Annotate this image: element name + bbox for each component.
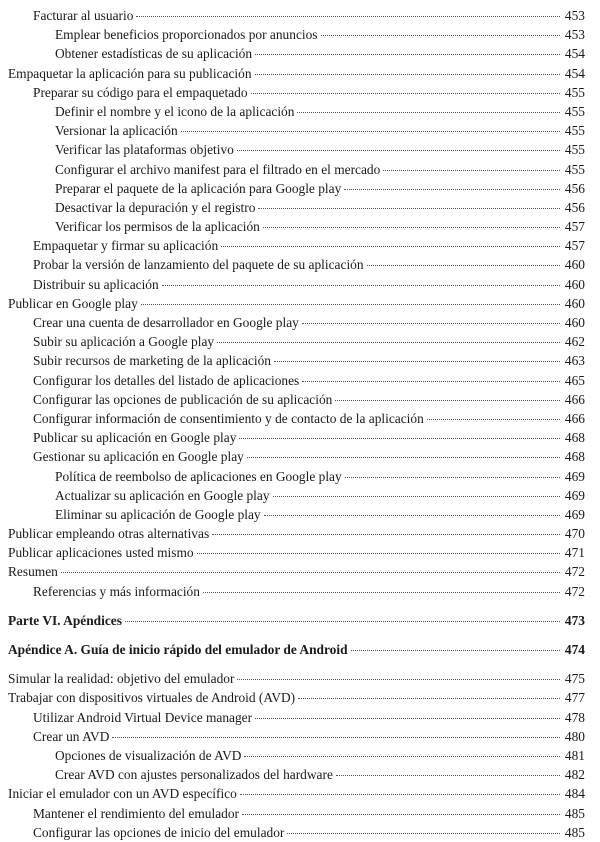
toc-entry (0, 524, 600, 543)
dot-leader (181, 131, 560, 132)
toc-entry (0, 447, 600, 466)
dot-leader (427, 419, 560, 420)
dot-leader (335, 400, 560, 401)
toc-entry-page-number: 457 (564, 219, 585, 235)
dot-leader (287, 833, 560, 834)
toc-entry-title: Preparar su código para el empaquetado (33, 84, 248, 100)
toc-entry-title: Preparar el paquete de la aplicación para Google play (55, 180, 342, 196)
toc-entry-title: Verificar las plataformas objetivo (55, 142, 234, 158)
dot-leader (217, 342, 560, 343)
toc-entry (0, 255, 600, 274)
dot-leader (367, 265, 560, 266)
toc-entry-page-number: 471 (564, 545, 585, 561)
toc-entry-page-number: 485 (564, 824, 585, 840)
toc-entry-title: Subir su aplicación a Google play (33, 334, 215, 350)
dot-leader (240, 794, 560, 795)
dot-leader (255, 54, 560, 55)
toc-entry (0, 217, 600, 236)
dot-leader (383, 170, 560, 171)
toc-entry-title: Publicar su aplicación en Google play (33, 430, 237, 446)
toc-entry-page-number: 455 (564, 161, 585, 177)
toc-entry-page-number: 460 (564, 315, 585, 330)
toc-entry-title: Referencias y más información (33, 583, 200, 599)
toc-entry (0, 409, 600, 428)
toc-entry-page-number: 475 (564, 671, 585, 687)
toc-entry-title: Crear una cuenta de desarrollador en Google play (33, 315, 299, 330)
dot-leader (345, 477, 560, 478)
dot-leader (297, 112, 560, 113)
dot-leader (61, 572, 560, 573)
toc-entry-title: Publicar empleando otras alternativas (8, 526, 210, 542)
toc-entry (0, 669, 600, 688)
toc-entry (0, 371, 600, 390)
toc-entry-title: Opciones de visualización de AVD (55, 747, 242, 763)
dot-leader (197, 553, 560, 554)
toc-entry-title: Distribuir su aplicación (33, 276, 159, 292)
toc-entry-page-number: 460 (564, 276, 585, 292)
toc-entry-page-number: 455 (564, 142, 585, 158)
toc-entry (0, 765, 600, 784)
toc-entry-title: Gestionar su aplicación en Google play (33, 449, 244, 465)
toc-entry-title: Mantener el rendimiento del emulador (33, 805, 239, 821)
toc-entry-page-number: 485 (564, 805, 585, 821)
toc-entry-title: Crear AVD con ajustes personalizados del hardware (55, 767, 333, 783)
dot-leader (141, 304, 560, 305)
toc-entry-title: Apéndice A. Guía de inicio rápido del emulador de Android (8, 642, 348, 657)
toc-entry (0, 64, 600, 83)
toc-entry-page-number: 457 (564, 238, 585, 254)
toc-entry-title: Configurar las opciones de publicación de su aplicación (33, 391, 333, 407)
toc-entry-page-number: 472 (564, 564, 585, 580)
toc-entry-title: Empaquetar la aplicación para su publicación (8, 65, 252, 81)
toc-entry (0, 640, 600, 659)
toc-entry-page-number: 455 (564, 123, 585, 139)
dot-leader (212, 534, 560, 535)
toc-entry (0, 390, 600, 409)
toc-entry-title: Parte VI. Apéndices (8, 612, 122, 628)
toc-entry (0, 83, 600, 102)
toc-entry-title: Desactivar la depuración y el registro (55, 199, 256, 215)
toc-entry-page-number: 472 (564, 583, 585, 599)
dot-leader (302, 323, 560, 324)
toc-entry (0, 428, 600, 447)
toc-entry-title: Simular la realidad: objetivo del emulador (8, 671, 235, 687)
toc-entry-page-number: 478 (564, 709, 585, 725)
dot-leader (321, 35, 560, 36)
toc-entry (0, 486, 600, 505)
toc-entry-title: Trabajar con dispositivos virtuales de Android (AVD) (8, 690, 296, 706)
toc-entry (0, 784, 600, 803)
toc-entry-title: Empaquetar y firmar su aplicación (33, 238, 219, 254)
dot-leader (255, 74, 560, 75)
toc-entry-page-number: 453 (564, 8, 585, 23)
toc-entry-page-number: 455 (564, 103, 585, 119)
toc-entry-title: Iniciar el emulador con un AVD específico (8, 786, 237, 802)
dot-leader (244, 756, 560, 757)
dot-leader (242, 814, 560, 815)
toc-entry-page-number: 453 (564, 27, 585, 43)
toc-entry-title: Facturar al usuario (33, 8, 134, 23)
toc-entry-page-number: 460 (564, 257, 585, 273)
dot-leader (336, 775, 560, 776)
toc-entry-title: Configurar información de consentimiento y de contacto de la aplicación (33, 410, 424, 426)
dot-leader (264, 515, 560, 516)
toc-entry (0, 746, 600, 765)
toc-entry-title: Probar la versión de lanzamiento del paquete de su aplicación (33, 257, 364, 273)
dot-leader (247, 457, 560, 458)
toc-entry (0, 688, 600, 707)
dot-leader (162, 285, 560, 286)
toc-entry-title: Crear un AVD (33, 728, 110, 744)
toc-entry (0, 6, 600, 25)
toc-entry (0, 727, 600, 746)
toc-entry-page-number: 455 (564, 84, 585, 100)
toc-entry-page-number: 463 (564, 353, 585, 369)
toc-entry-title: Publicar en Google play (8, 295, 138, 311)
dot-leader (255, 718, 560, 719)
toc-entry-page-number: 482 (564, 767, 585, 783)
dot-leader (221, 246, 560, 247)
toc-entry-title: Configurar las opciones de inicio del emulador (33, 824, 285, 840)
toc-entry (0, 44, 600, 63)
toc-entry-title: Resumen (8, 564, 58, 580)
toc-entry (0, 543, 600, 562)
toc-entry (0, 582, 600, 601)
toc-entry-page-number: 466 (564, 391, 585, 407)
toc-entry-page-number: 456 (564, 199, 585, 215)
toc-entry-page-number: 484 (564, 786, 585, 802)
toc-entry (0, 275, 600, 294)
toc-entry-page-number: 470 (564, 526, 585, 542)
toc-entry-title: Eliminar su aplicación de Google play (55, 506, 261, 522)
toc-entry-page-number: 460 (564, 295, 585, 311)
dot-leader (112, 737, 560, 738)
dot-leader (298, 698, 560, 699)
dot-leader (258, 208, 560, 209)
toc-entry-page-number: 473 (564, 612, 585, 628)
dot-leader (302, 381, 560, 382)
toc-entry-page-number: 474 (564, 642, 585, 657)
toc-entry-title: Utilizar Android Virtual Device manager (33, 709, 253, 725)
dot-leader (136, 16, 560, 17)
dot-leader (274, 361, 560, 362)
toc-entry (0, 236, 600, 255)
toc-entry (0, 823, 600, 842)
toc-entry (0, 505, 600, 524)
toc-entry-page-number: 477 (564, 690, 585, 706)
toc-entry (0, 313, 600, 332)
dot-leader (239, 438, 560, 439)
dot-leader (237, 150, 560, 151)
toc-entry-title: Política de reembolso de aplicaciones en Google play (55, 468, 342, 484)
toc-entry (0, 25, 600, 44)
toc-entry-page-number: 469 (564, 506, 585, 522)
dot-leader (125, 621, 560, 622)
toc-entry (0, 611, 600, 630)
toc-entry (0, 332, 600, 351)
toc-entry-page-number: 454 (564, 46, 585, 62)
toc-entry (0, 160, 600, 179)
toc-entry (0, 121, 600, 140)
toc-entry (0, 467, 600, 486)
dot-leader (344, 189, 560, 190)
toc-entry (0, 102, 600, 121)
toc-entry-page-number: 481 (564, 747, 585, 763)
toc-entry-page-number: 462 (564, 334, 585, 350)
toc-entry-page-number: 469 (564, 487, 585, 503)
toc-entry-title: Actualizar su aplicación en Google play (55, 487, 270, 503)
toc-entry-title: Definir el nombre y el icono de la aplicación (55, 103, 295, 119)
toc-entry (0, 179, 600, 198)
toc-entry-title: Configurar los detalles del listado de aplicaciones (33, 372, 300, 388)
toc-entry-title: Configurar el archivo manifest para el filtrado en el mercado (55, 161, 381, 177)
toc-entry (0, 140, 600, 159)
dot-leader (273, 496, 560, 497)
toc-entry-page-number: 454 (564, 65, 585, 81)
toc-entry-title: Verificar los permisos de la aplicación (55, 219, 260, 235)
dot-leader (251, 93, 560, 94)
dot-leader (351, 650, 560, 651)
toc-entry-title: Versionar la aplicación (55, 123, 178, 139)
toc-entry-page-number: 468 (564, 430, 585, 446)
toc-entry-title: Emplear beneficios proporcionados por anuncios (55, 27, 318, 43)
toc-entry-page-number: 480 (564, 728, 585, 744)
toc-entry-page-number: 468 (564, 449, 585, 465)
toc-entry (0, 198, 600, 217)
dot-leader (203, 592, 560, 593)
dot-leader (237, 679, 560, 680)
toc-entry (0, 351, 600, 370)
dot-leader (263, 227, 560, 228)
toc-entry-title: Publicar aplicaciones usted mismo (8, 545, 194, 561)
toc-entry (0, 562, 600, 581)
toc-entry (0, 708, 600, 727)
toc-entry (0, 804, 600, 823)
toc-entry-title: Subir recursos de marketing de la aplicación (33, 353, 271, 369)
toc-entry-page-number: 465 (564, 372, 585, 388)
toc-entry-page-number: 469 (564, 468, 585, 484)
table-of-contents (0, 6, 600, 842)
toc-entry-page-number: 456 (564, 180, 585, 196)
toc-entry-title: Obtener estadísticas de su aplicación (55, 46, 253, 62)
toc-entry (0, 294, 600, 313)
toc-entry-page-number: 466 (564, 410, 585, 426)
